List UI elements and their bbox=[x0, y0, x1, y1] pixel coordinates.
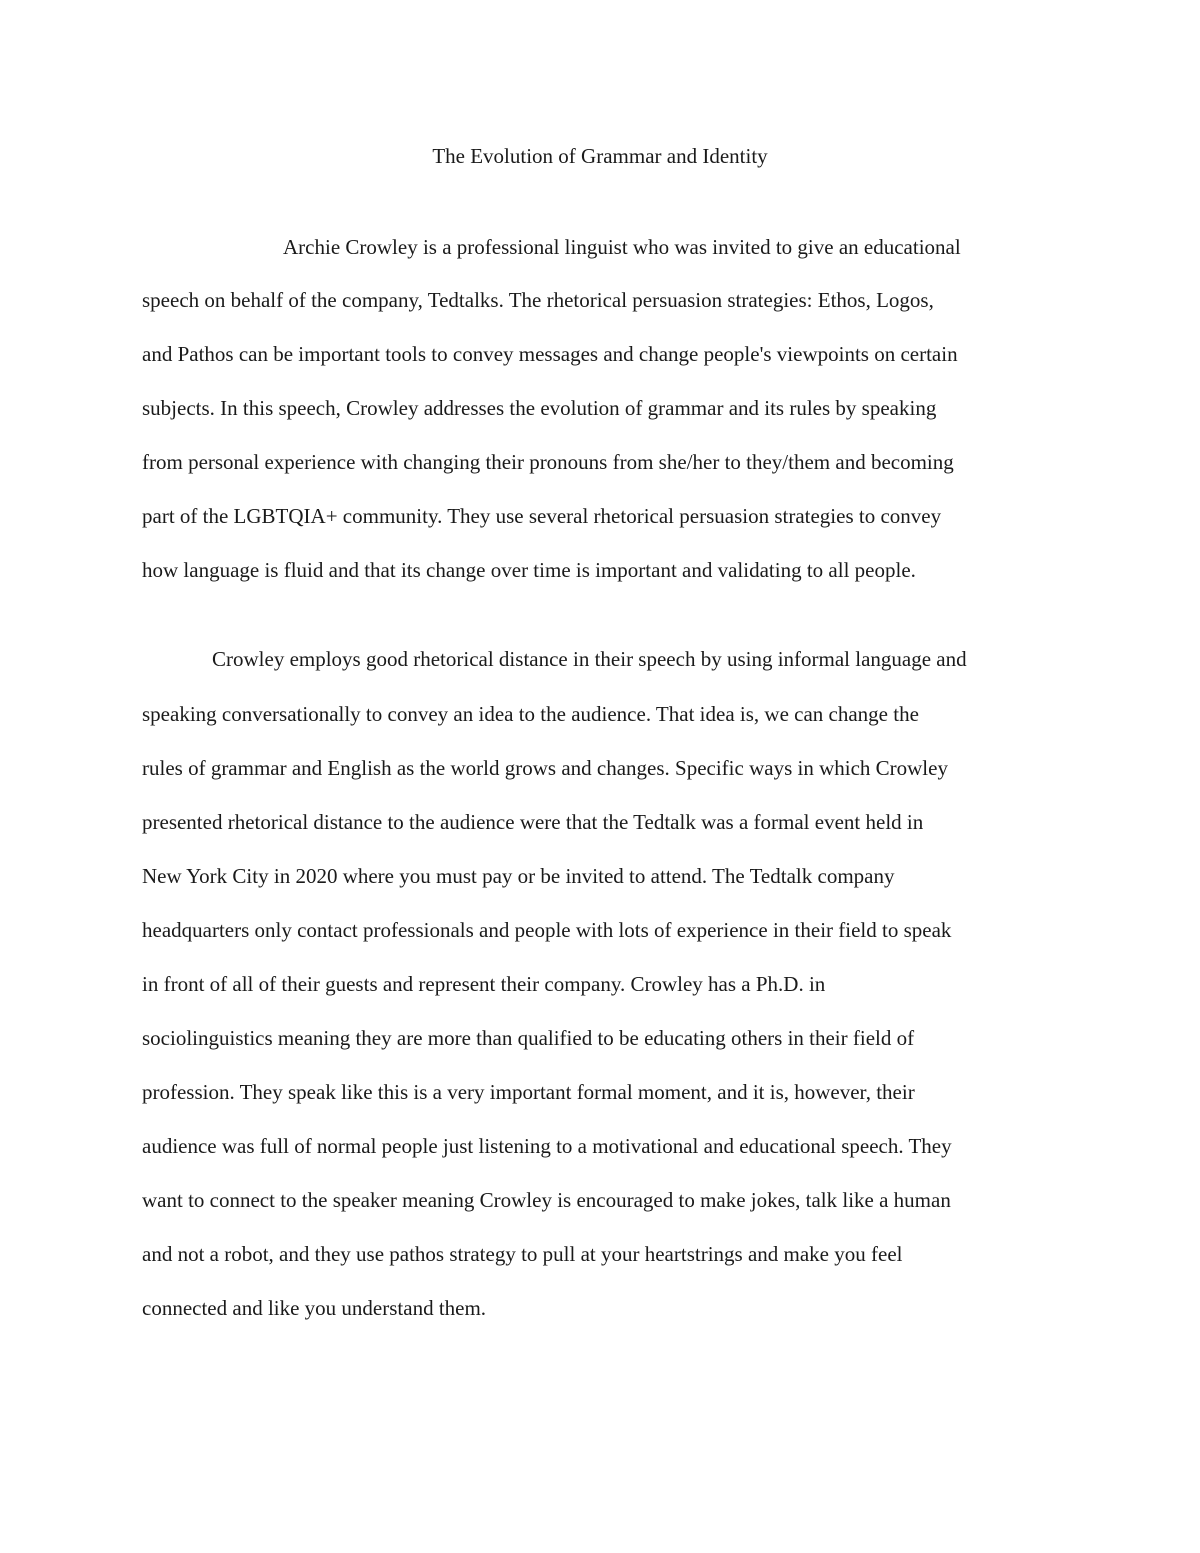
paragraph-2-line: audience was full of normal people just listening to a motivational and educational speech. They bbox=[142, 1134, 952, 1158]
document-title: The Evolution of Grammar and Identity bbox=[432, 144, 768, 168]
paragraph-2-line: connected and like you understand them. bbox=[142, 1296, 487, 1320]
paragraph-2-line: presented rhetorical distance to the audience were that the Tedtalk was a formal event held in bbox=[142, 810, 924, 834]
paragraph-2-line: sociolinguistics meaning they are more than qualified to be educating others in their field of bbox=[142, 1026, 915, 1050]
paragraph-1-line: part of the LGBTQIA+ community. They use several rhetorical persuasion strategies to convey bbox=[142, 504, 942, 528]
paragraph-2-line: profession. They speak like this is a very important formal moment, and it is, however, their bbox=[142, 1080, 915, 1104]
paragraph-1-line: subjects. In this speech, Crowley addresses the evolution of grammar and its rules by speaking bbox=[142, 396, 937, 420]
paragraph-2-line: speaking conversationally to convey an idea to the audience. That idea is, we can change the bbox=[142, 702, 919, 726]
paragraph-2-line: and not a robot, and they use pathos strategy to pull at your heartstrings and make you feel bbox=[142, 1242, 903, 1266]
paragraph-2-line: in front of all of their guests and represent their company. Crowley has a Ph.D. in bbox=[142, 972, 826, 996]
paragraph-2-line: want to connect to the speaker meaning Crowley is encouraged to make jokes, talk like a human bbox=[142, 1188, 951, 1212]
paragraph-1-line: and Pathos can be important tools to convey messages and change people's viewpoints on certain bbox=[142, 342, 958, 366]
paragraph-2-line: headquarters only contact professionals and people with lots of experience in their field to speak bbox=[142, 918, 952, 942]
paragraph-2-line: New York City in 2020 where you must pay or be invited to attend. The Tedtalk company bbox=[142, 864, 895, 888]
paragraph-1-line: Archie Crowley is a professional linguist who was invited to give an educational bbox=[283, 235, 961, 259]
paragraph-2-line: Crowley employs good rhetorical distance in their speech by using informal language and bbox=[212, 647, 967, 671]
paragraph-1-line: from personal experience with changing their pronouns from she/her to they/them and becoming bbox=[142, 450, 954, 474]
paragraph-2-line: rules of grammar and English as the world grows and changes. Specific ways in which Crowley bbox=[142, 756, 948, 780]
paragraph-1-line: speech on behalf of the company, Tedtalks. The rhetorical persuasion strategies: Ethos, Logos, bbox=[142, 288, 934, 312]
paragraph-1-line: how language is fluid and that its change over time is important and validating to all people. bbox=[142, 558, 916, 582]
